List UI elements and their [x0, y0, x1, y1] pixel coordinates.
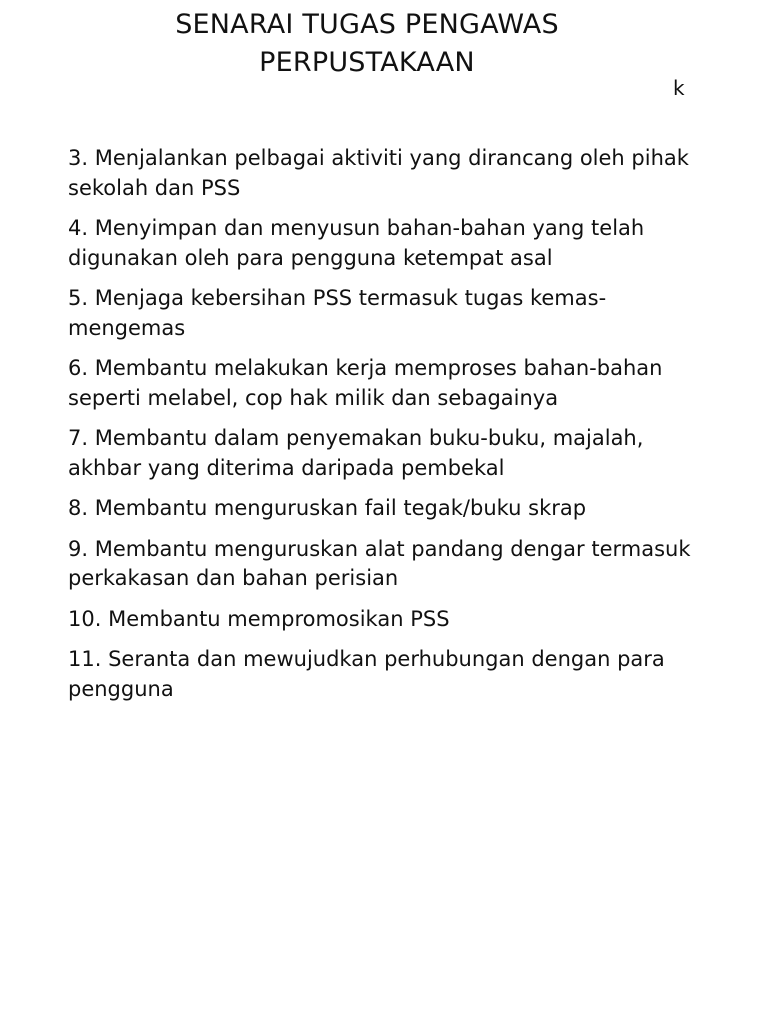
title-line-2: PERPUSTAKAAN [259, 47, 475, 78]
page-title [0, 6, 734, 82]
duty-list [68, 144, 704, 704]
list-item: 4. Menyimpan dan menyusun bahan-bahan yang telah digunakan oleh para pengguna ketempat asal [68, 216, 645, 270]
list-item: 9. Membantu menguruskan alat pandang dengar termasuk perkakasan dan bahan perisian [68, 536, 691, 590]
stray-text: k [673, 76, 685, 100]
list-item: 7. Membantu dalam penyemakan buku-buku, majalah, akhbar yang diterima daripada pembekal [68, 426, 644, 480]
list-item: 5. Menjaga kebersihan PSS termasuk tugas kemas-mengemas [68, 286, 607, 340]
list-item: 3. Menjalankan pelbagai aktiviti yang dirancang oleh pihak sekolah dan PSS [68, 146, 689, 200]
list-item: 11. Seranta dan mewujudkan perhubungan dengan para pengguna [68, 647, 665, 701]
list-item: 10. Membantu mempromosikan PSS [68, 606, 450, 631]
title-line-1: SENARAI TUGAS PENGAWAS [175, 9, 559, 40]
list-item: 8. Membantu menguruskan fail tegak/buku skrap [68, 496, 587, 520]
list-item: 6. Membantu melakukan kerja memproses bahan-bahan seperti melabel, cop hak milik dan sebagainya [68, 356, 663, 410]
